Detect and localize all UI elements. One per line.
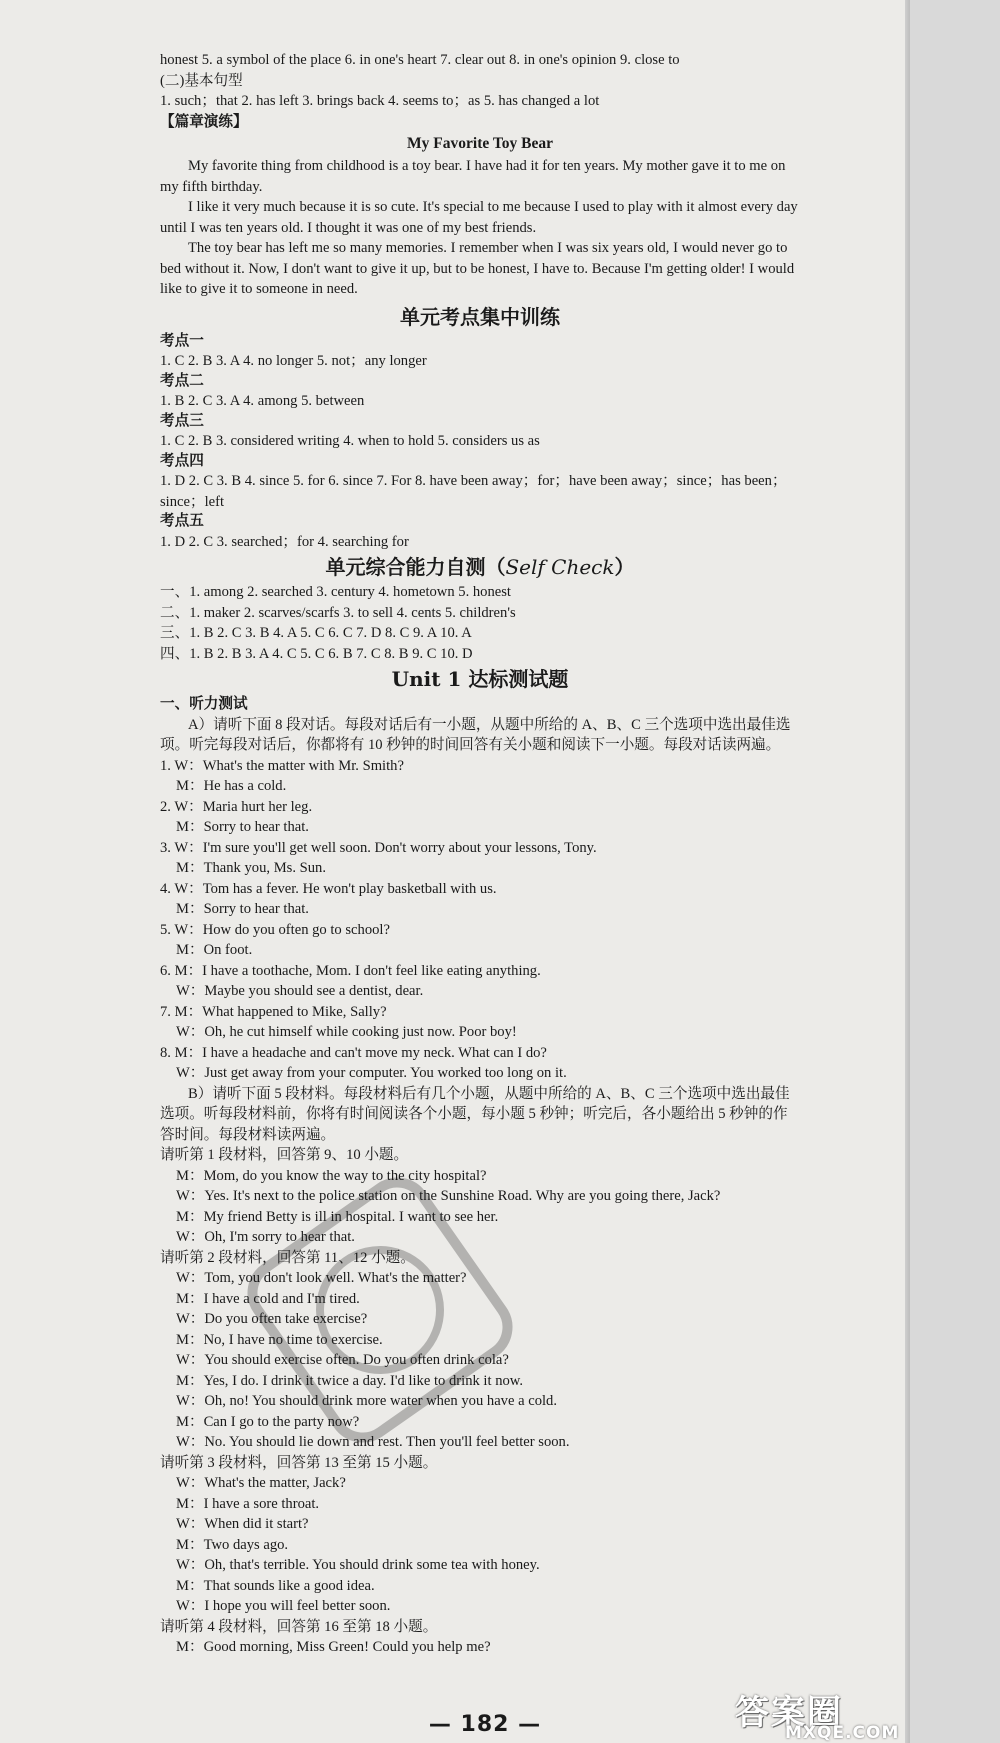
subheading: 一、听力测试 — [160, 696, 248, 712]
dialogue-line: W：When did it start? — [176, 1516, 309, 1532]
dialogue-line: 2. W：Maria hurt her leg. — [160, 798, 313, 815]
dialogue-line: M：Thank you, Ms. Sun. — [176, 860, 326, 876]
section-title: Unit 1 达标测试题 — [391, 667, 569, 691]
point-answers: 1. D 2. C 3. B 4. since 5. for 6. since 7. For 8. have been away；for；have been away；since；has been；since；left — [160, 473, 787, 510]
instructions: B）请听下面 5 段材料。每段材料后有几个小题，从题中所给的 A、B、C 三个选项中选出最佳选项。听每段材料前，你将有时间阅读各个小题，每小题 5 秒钟；听完后，各小题给出 5 秒钟的作答时间。每段材料读两遍。 — [160, 1085, 790, 1143]
material-heading: 请听第 1 段材料，回答第 9、10 小题。 — [160, 1147, 409, 1163]
self-check-row: 二、1. maker 2. scarves/scarfs 3. to sell 4. cents 5. children's — [160, 604, 516, 621]
dialogue-line: M：That sounds like a good idea. — [176, 1577, 375, 1594]
dialogue-line: M：Two days ago. — [176, 1536, 289, 1553]
dialogue-line: M：Mom, do you know the way to the city hospital? — [176, 1167, 487, 1184]
story-paragraph: My favorite thing from childhood is a toy bear. I have had it for ten years. My mother gave it to me on my fifth birthday. — [160, 158, 786, 195]
dialogue-line: W：Oh, I'm sorry to hear that. — [176, 1229, 355, 1245]
answer-line: honest 5. a symbol of the place 6. in one's heart 7. clear out 8. in one's opinion 9. close to — [160, 52, 680, 68]
dialogue-line: M：Yes, I do. I drink it twice a day. I'd like to drink it now. — [176, 1372, 524, 1389]
point-label: 考点四 — [160, 452, 204, 469]
dialogue-line: 4. W：Tom has a fever. He won't play basketball with us. — [160, 880, 497, 897]
material-heading: 请听第 3 段材料，回答第 13 至第 15 小题。 — [160, 1454, 438, 1471]
self-check-row: 一、1. among 2. searched 3. century 4. hometown 5. honest — [160, 584, 511, 600]
dialogue-line: W：Just get away from your computer. You worked too long on it. — [176, 1065, 567, 1081]
dialogue-line: W：Do you often take exercise? — [176, 1311, 368, 1327]
material-lines — [160, 1637, 800, 1658]
story-paragraph: I like it very much because it is so cute. It's special to me because I used to play with it almost every day until I was ten years old. I thought it was one of my best friends. — [160, 199, 798, 236]
dialogue-line: W：Oh, that's terrible. You should drink some tea with honey. — [176, 1557, 540, 1573]
dialogue-line: M：Good morning, Miss Green! Could you help me? — [176, 1639, 491, 1655]
material-lines — [160, 1268, 800, 1453]
point-label: 考点三 — [160, 412, 204, 429]
dialogue-line: 3. W：I'm sure you'll get well soon. Don't worry about your lessons, Tony. — [160, 839, 597, 856]
watermark-logo — [735, 1685, 965, 1743]
logo-text: 答案圈 — [735, 1693, 843, 1733]
dialogue-line: 7. M：What happened to Mike, Sally? — [160, 1003, 387, 1020]
self-check-row: 四、1. B 2. B 3. A 4. C 5. C 6. B 7. C 8. B 9. C 10. D — [160, 645, 473, 662]
material-lines — [160, 1166, 800, 1248]
dialogue-line: W：What's the matter, Jack? — [176, 1475, 346, 1491]
point-answers: 1. B 2. C 3. A 4. among 5. between — [160, 393, 365, 409]
dialogue-line: M：On foot. — [176, 942, 253, 958]
point-answers: 1. C 2. B 3. A 4. no longer 5. not；any longer — [160, 353, 427, 369]
dialogue-line: M：Can I go to the party now? — [176, 1413, 360, 1430]
logo-subtext: MXQE.COM — [785, 1723, 900, 1743]
self-check-title-end: ） — [614, 555, 635, 579]
dialogue-line: M：He has a cold. — [176, 778, 287, 794]
point-label: 考点五 — [160, 513, 204, 529]
section-title: 单元考点集中训练 — [400, 304, 560, 329]
subheading: (二)基本句型 — [160, 72, 243, 89]
answer-line: 1. such；that 2. has left 3. brings back 4. seems to；as 5. has changed a lot — [160, 93, 600, 109]
dialogue-line: 1. W：What's the matter with Mr. Smith? — [160, 757, 404, 774]
self-check-title-en: Self Check — [505, 555, 615, 579]
dialogue-line: M：No, I have no time to exercise. — [176, 1331, 383, 1348]
point-label: 考点一 — [160, 332, 204, 349]
point-answers: 1. C 2. B 3. considered writing 4. when to hold 5. considers us as — [160, 433, 540, 449]
dialogue-line: M：Sorry to hear that. — [176, 901, 309, 917]
dialogue-line: 6. M：I have a toothache, Mom. I don't feel like eating anything. — [160, 962, 541, 979]
page-content — [160, 50, 800, 1658]
instructions: A）请听下面 8 段对话。每段对话后有一小题，从题中所给的 A、B、C 三个选项中选出最佳选项。听完每段对话后，你都将有 10 秒钟的时间回答有关小题和阅读下一小题。每段对话读两遍。 — [160, 716, 791, 753]
dialogue-line: W：I hope you will feel better soon. — [176, 1598, 391, 1614]
dialogue-line: M：I have a sore throat. — [176, 1495, 320, 1512]
dialogue-line: W：Oh, no! You should drink more water when you have a cold. — [176, 1393, 557, 1409]
point-answers: 1. D 2. C 3. searched；for 4. searching for — [160, 533, 409, 550]
dialogue-line: 8. M：I have a headache and can't move my neck. What can I do? — [160, 1044, 547, 1061]
dialogue-line: M：Sorry to hear that. — [176, 819, 309, 835]
dialogue-line: M：My friend Betty is ill in hospital. I want to see her. — [176, 1208, 499, 1225]
dialogue-line: W：You should exercise often. Do you often drink cola? — [176, 1352, 509, 1368]
self-check-title-cn: 单元综合能力自测（ — [325, 555, 506, 579]
dialogue-line: W：Maybe you should see a dentist, dear. — [176, 983, 424, 999]
dialogue-line: M：I have a cold and I'm tired. — [176, 1290, 360, 1307]
point-label: 考点二 — [160, 372, 204, 389]
page-number: — 182 — — [428, 1712, 542, 1737]
dialogue-line: 5. W：How do you often go to school? — [160, 921, 390, 938]
story-paragraph: The toy bear has left me so many memories. I remember when I was six years old, I would never go to bed without it. Now, I don't want to give it up, but to be honest, I have to. Because I'm getting older! I would like to give it to someone in need. — [160, 240, 795, 297]
dialogue-line: W：Yes. It's next to the police station on the Sunshine Road. Why are you going there, Jack? — [176, 1188, 721, 1204]
material-heading: 请听第 2 段材料，回答第 11、12 小题。 — [160, 1249, 415, 1266]
dialogue-line: W：Tom, you don't look well. What's the matter? — [176, 1270, 467, 1286]
dialogue-line: W：Oh, he cut himself while cooking just now. Poor boy! — [176, 1024, 517, 1040]
story-title: My Favorite Toy Bear — [407, 135, 553, 152]
subheading: 【篇章演练】 — [160, 113, 248, 130]
material-lines — [160, 1473, 800, 1617]
dialogue-list — [160, 756, 800, 1084]
self-check-row: 三、1. B 2. C 3. B 4. A 5. C 6. C 7. D 8. C 9. A 10. A — [160, 625, 472, 641]
dialogue-line: W：No. You should lie down and rest. Then you'll feel better soon. — [176, 1434, 570, 1450]
section-title — [160, 552, 800, 582]
material-heading: 请听第 4 段材料，回答第 16 至第 18 小题。 — [160, 1618, 438, 1635]
